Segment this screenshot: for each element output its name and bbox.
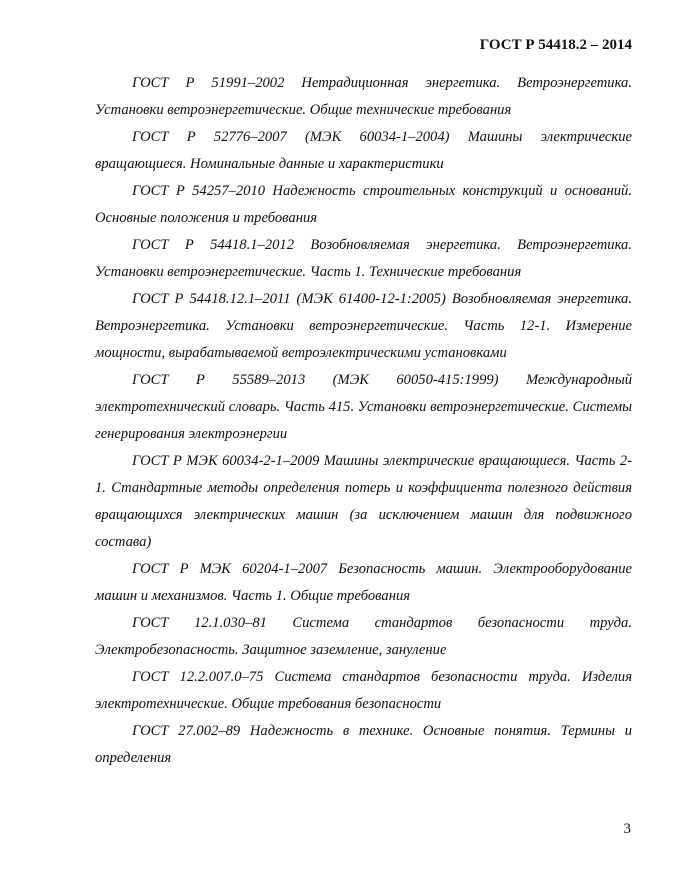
reference-item: ГОСТ Р МЭК 60034-2-1–2009 Машины электрические вращающиеся. Часть 2-1. Стандартные методы определения потерь и коэффициента полезного действия вращающихся электрических машин (за исключением машин для подвижного состава) [95,453,632,550]
reference-item: ГОСТ 12.2.007.0–75 Система стандартов безопасности труда. Изделия электротехнические. Общие требования безопасности [95,669,632,712]
reference-item: ГОСТ Р МЭК 60204-1–2007 Безопасность машин. Электрооборудование машин и механизмов. Часть 1. Общие требования [95,561,632,604]
document-header: ГОСТ Р 54418.2 – 2014 [479,37,632,53]
page-number: 3 [623,821,631,837]
reference-item: ГОСТ 12.1.030–81 Система стандартов безопасности труда. Электробезопасность. Защитное заземление, зануление [95,615,632,658]
reference-item: ГОСТ 27.002–89 Надежность в технике. Основные понятия. Термины и определения [95,723,632,766]
reference-item: ГОСТ Р 54418.1–2012 Возобновляемая энергетика. Ветроэнергетика. Установки ветроэнергетические. Часть 1. Технические требования [95,237,632,280]
reference-item: ГОСТ Р 51991–2002 Нетрадиционная энергетика. Ветроэнергетика. Установки ветроэнергетические. Общие технические требования [95,75,632,118]
reference-item: ГОСТ Р 54257–2010 Надежность строительных конструкций и оснований. Основные положения и требования [95,183,632,226]
references-list [95,70,632,772]
reference-item: ГОСТ Р 54418.12.1–2011 (МЭК 61400-12-1:2005) Возобновляемая энергетика. Ветроэнергетика. Установки ветроэнергетические. Часть 12-1. Измерение мощности, вырабатываемой ветроэлектрическими установками [95,291,632,361]
reference-item: ГОСТ Р 52776–2007 (МЭК 60034-1–2004) Машины электрические вращающиеся. Номинальные данные и характеристики [95,129,632,172]
reference-item: ГОСТ Р 55589–2013 (МЭК 60050-415:1999) Международный электротехнический словарь. Часть 415. Установки ветроэнергетические. Системы генерирования электроэнергии [95,372,632,442]
